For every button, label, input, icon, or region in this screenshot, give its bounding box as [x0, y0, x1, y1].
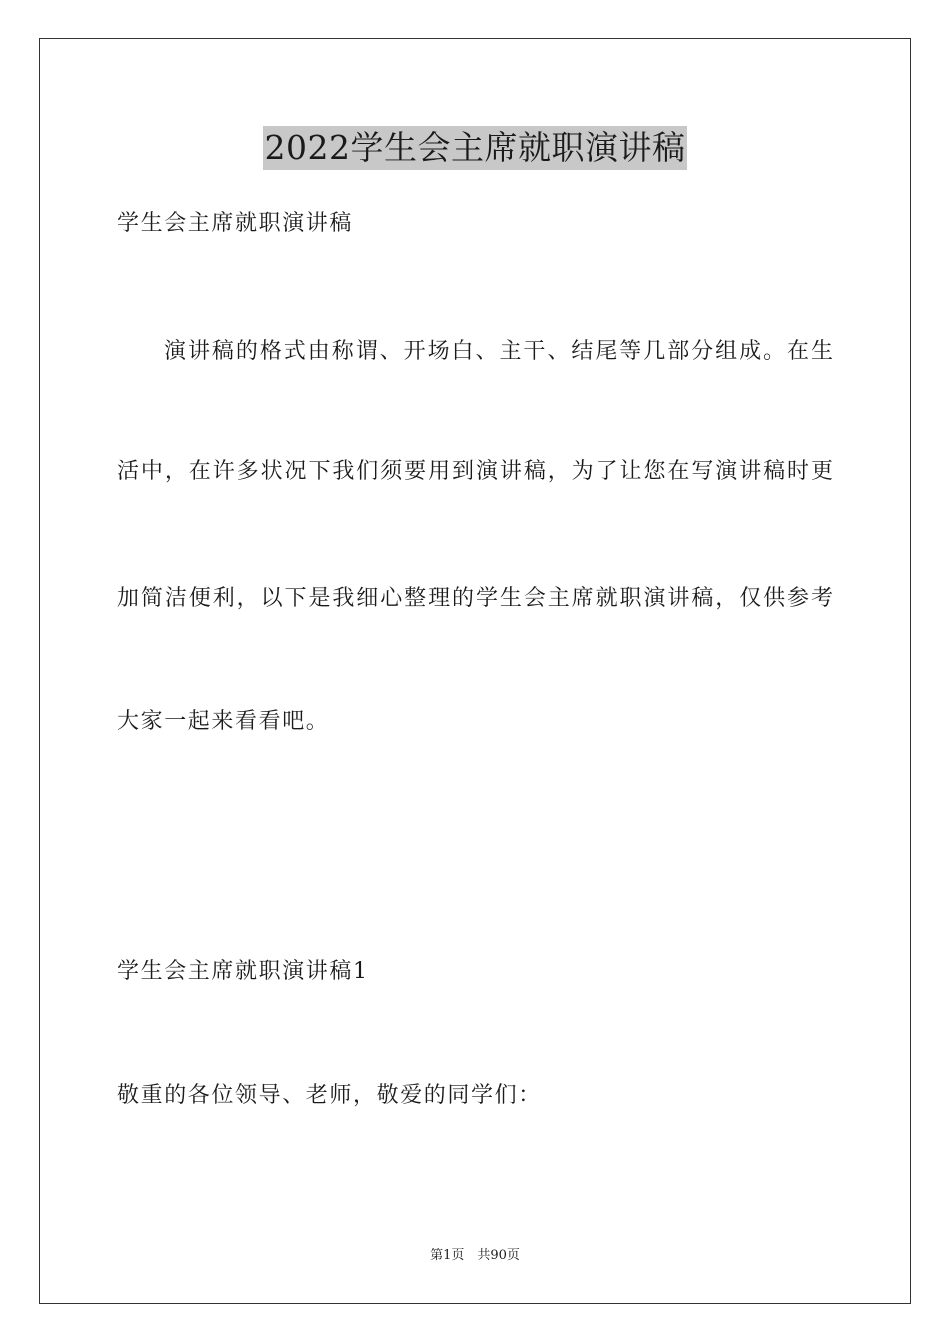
intro-line-1: 演讲稿的格式由称谓、开场白、主干、结尾等几部分组成。在生 — [164, 339, 833, 364]
intro-line-4: 大家一起来看看吧。 — [117, 709, 330, 734]
salutation: 敬重的各位领导、老师，敬爱的同学们： — [117, 1083, 542, 1108]
page-footer — [0, 1247, 950, 1265]
document-title: 2022学生会主席就职演讲稿 — [263, 126, 688, 170]
title-container — [0, 126, 950, 170]
section-heading: 学生会主席就职演讲稿1 — [117, 959, 369, 984]
page-number-label: 第1页 共90页 — [430, 1248, 520, 1263]
intro-line-2: 活中，在许多状况下我们须要用到演讲稿，为了让您在写演讲稿时更 — [117, 459, 833, 484]
intro-line-3: 加简洁便利，以下是我细心整理的学生会主席就职演讲稿，仅供参考 — [117, 586, 833, 611]
document-subtitle: 学生会主席就职演讲稿 — [117, 211, 354, 236]
